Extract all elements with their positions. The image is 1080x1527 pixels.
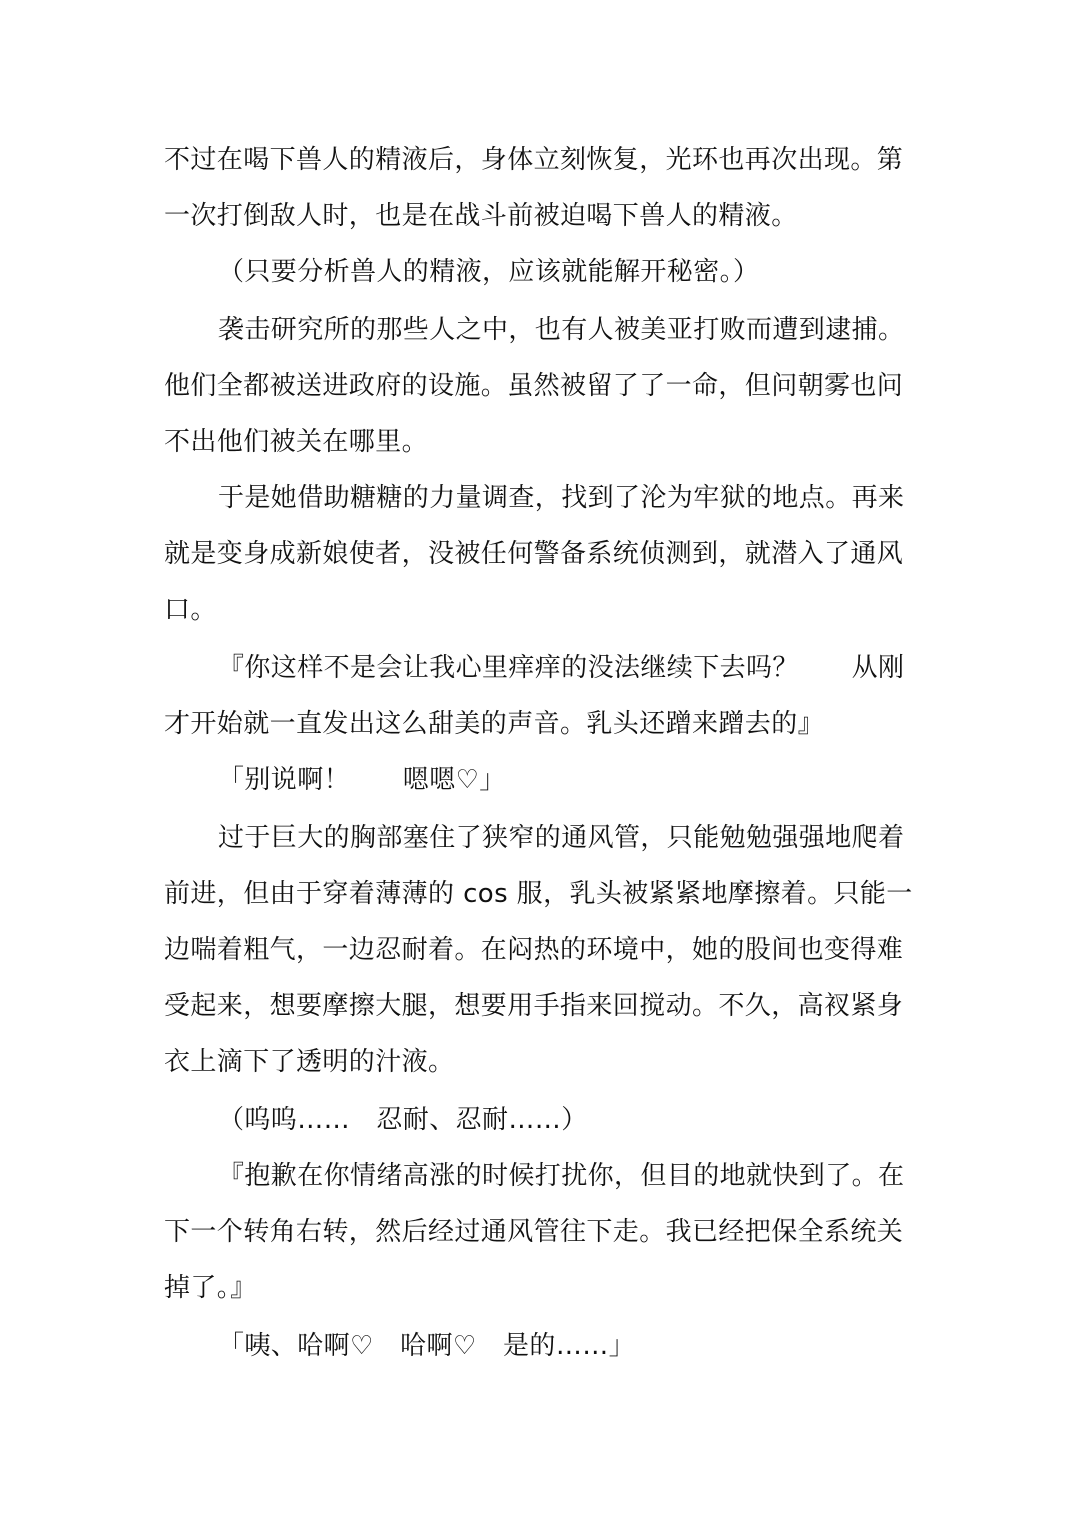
text-line: 于是她借助糖糖的力量调查，找到了沦为牢狱的地点。再来	[218, 483, 905, 513]
text-line: 『抱歉在你情绪高涨的时候打扰你，但目的地就快到了。在	[218, 1161, 905, 1191]
text-line: 不过在喝下兽人的精液后，身体立刻恢复，光环也再次出现。第	[164, 145, 904, 175]
text-line: 衣上滴下了透明的汁液。	[164, 1047, 455, 1077]
text-line: 受起来，想要摩擦大腿，想要用手指来回搅动。不久，高衩紧身	[164, 991, 904, 1021]
text-line: 他们全都被送进政府的设施。虽然被留了了一命，但问朝雾也问	[164, 371, 904, 401]
text-line: （呜呜…… 忍耐、忍耐……）	[218, 1105, 588, 1135]
text-line: 才开始就一直发出这么甜美的声音。乳头还蹭来蹭去的』	[164, 709, 825, 739]
text-line: 不出他们被关在哪里。	[164, 427, 429, 457]
text-line: 过于巨大的胸部塞住了狭窄的通风管，只能勉勉强强地爬着	[218, 823, 905, 853]
text-line: 掉了。』	[164, 1273, 257, 1303]
text-line: 袭击研究所的那些人之中，也有人被美亚打败而遭到逮捕。	[218, 315, 905, 345]
text-line: 一次打倒敌人时，也是在战斗前被迫喝下兽人的精液。	[164, 201, 798, 231]
text-line: 前进，但由于穿着薄薄的 cos 服，乳头被紧紧地摩擦着。只能一	[164, 879, 913, 909]
text-line: 「别说啊！ 嗯嗯♡」	[218, 765, 506, 795]
text-line: 边喘着粗气，一边忍耐着。在闷热的环境中，她的股间也变得难	[164, 935, 904, 965]
text-line: 口。	[164, 595, 217, 625]
text-line: （只要分析兽人的精液，应该就能解开秘密。）	[218, 257, 760, 287]
text-line: 『你这样不是会让我心里痒痒的没法继续下去吗？ 从刚	[218, 653, 905, 683]
text-line: 就是变身成新娘使者，没被任何警备系统侦测到，就潜入了通风	[164, 539, 904, 569]
text-line: 「咦、哈啊♡ 哈啊♡ 是的……」	[218, 1331, 636, 1361]
text-line: 下一个转角右转，然后经过通风管往下走。我已经把保全系统关	[164, 1217, 904, 1247]
